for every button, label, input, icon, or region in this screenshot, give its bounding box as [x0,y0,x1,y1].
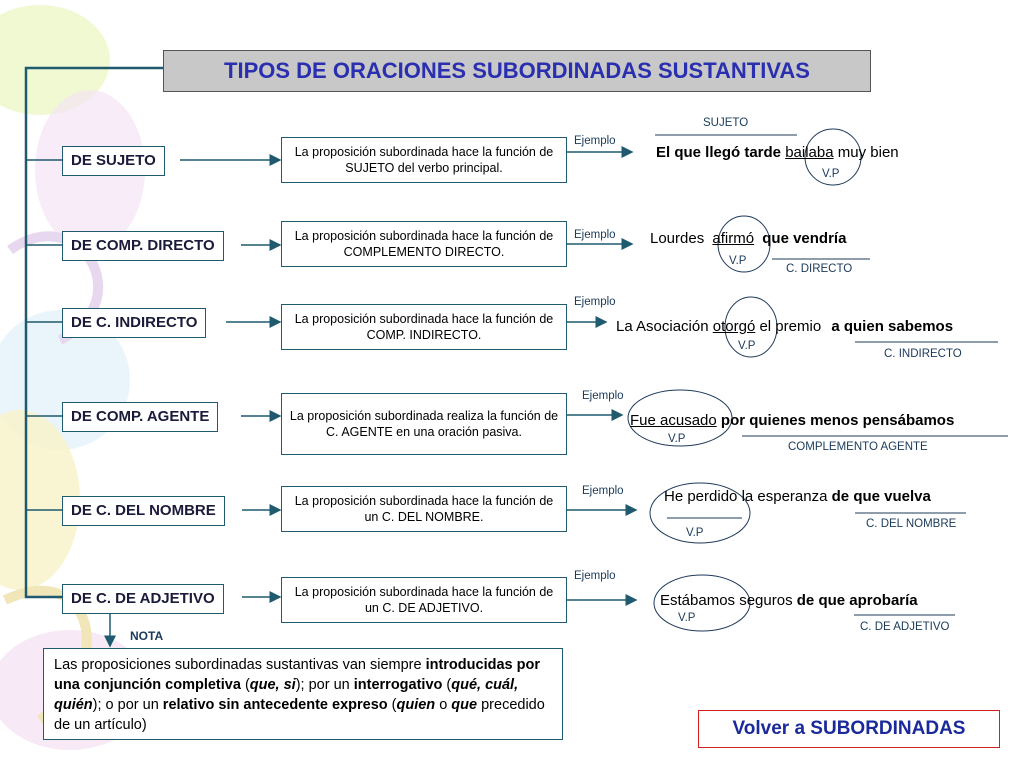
category-c-del-nombre: DE C. DEL NOMBRE [62,496,225,526]
example-clause: a quien sabemos [831,318,954,335]
note-text: Las proposiciones subordinadas sustantivas van siempre [54,657,426,673]
note-bold-italic: qué, cuál, quién [54,677,519,713]
nota-label: NOTA [130,629,164,643]
note-bold: introducidas por una conjunción completiva [54,657,540,693]
description-c-de-adjetivo: La proposición subordinada hace la función de un C. DE ADJETIVO. [281,577,567,623]
example-comp-agente [630,412,954,429]
example-verb: Fue acusado [630,412,717,429]
example-verb: Estábamos [660,592,736,609]
example-adjective: seguros [739,592,793,609]
description-c-indirecto: La proposición subordinada hace la función de COMP. INDIRECTO. [281,304,567,350]
example-sujeto [656,144,899,161]
note-bold-italic: que [451,697,478,713]
description-comp-agente: La proposición subordinada realiza la función de C. AGENTE en una oración pasiva. [281,393,567,455]
example-c-del-nombre [664,488,931,505]
description-c-del-nombre: La proposición subordinada hace la función de un C. DEL NOMBRE. [281,486,567,532]
ejemplo-label: Ejemplo [574,135,616,147]
category-c-indirecto: DE C. INDIRECTO [62,308,206,338]
function-label-c-de-adjetivo: C. DE ADJETIVO [860,621,950,633]
example-verb: afirmó [712,230,755,247]
category-comp-directo: DE COMP. DIRECTO [62,231,224,261]
function-label-comp-directo: C. DIRECTO [786,263,853,275]
vp-label: V.P [668,433,686,445]
example-c-de-adjetivo [660,592,918,609]
example-subject: Lourdes [650,230,705,247]
vp-label: V.P [822,168,840,180]
ejemplo-label: Ejemplo [582,390,624,402]
description-comp-directo: La proposición subordinada hace la función de COMPLEMENTO DIRECTO. [281,221,567,267]
note-bold: interrogativo [353,677,443,693]
example-clause: El que llegó tarde [656,144,782,161]
back-to-subordinadas-button[interactable]: Volver a SUBORDINADAS [698,710,1000,748]
note-box [43,648,563,740]
example-clause: de que vuelva [831,488,931,505]
category-sujeto: DE SUJETO [62,146,165,176]
example-object: el premio [759,318,822,335]
ejemplo-label: Ejemplo [574,229,616,241]
note-text: ( [387,697,397,713]
ejemplo-label: Ejemplo [574,296,616,308]
example-subject: La Asociación [616,318,709,335]
note-bold: relativo sin antecedente expreso [162,697,388,713]
function-label-comp-agente: COMPLEMENTO AGENTE [788,441,928,453]
note-text: ); o por un [92,697,163,713]
category-comp-agente: DE COMP. AGENTE [62,402,218,432]
ejemplo-label: Ejemplo [582,485,624,497]
vp-label: V.P [678,612,696,624]
example-verb: otorgó [712,318,756,335]
example-verb: He perdido [664,488,738,505]
note-text: ( [240,677,250,693]
note-text: precedido de un artículo) [54,697,545,733]
vp-label: V.P [738,340,756,352]
note-text: o [435,697,452,713]
note-text: ); por un [295,677,354,693]
function-label-c-del-nombre: C. DEL NOMBRE [866,518,957,530]
note-bold-italic: quien [396,697,436,713]
example-clause: de que aprobaría [796,592,918,609]
page-title: TIPOS DE ORACIONES SUBORDINADAS SUSTANTIVAS [163,50,871,92]
vp-label: V.P [686,527,704,539]
category-c-de-adjetivo: DE C. DE ADJETIVO [62,584,224,614]
description-sujeto: La proposición subordinada hace la función de SUJETO del verbo principal. [281,137,567,183]
example-verb: bailaba [785,144,834,161]
example-rest: muy bien [837,144,899,161]
vp-label: V.P [729,255,747,267]
ejemplo-label: Ejemplo [574,570,616,582]
example-noun: la esperanza [741,488,828,505]
function-label-c-indirecto: C. INDIRECTO [884,348,962,360]
example-clause: que vendría [762,230,847,247]
example-comp-directo [650,230,846,247]
example-clause: por quienes menos pensábamos [720,412,955,429]
note-text: ( [442,677,452,693]
function-label-sujeto: SUJETO [703,117,749,129]
example-c-indirecto [616,318,953,335]
note-bold-italic: que, si [249,677,296,693]
